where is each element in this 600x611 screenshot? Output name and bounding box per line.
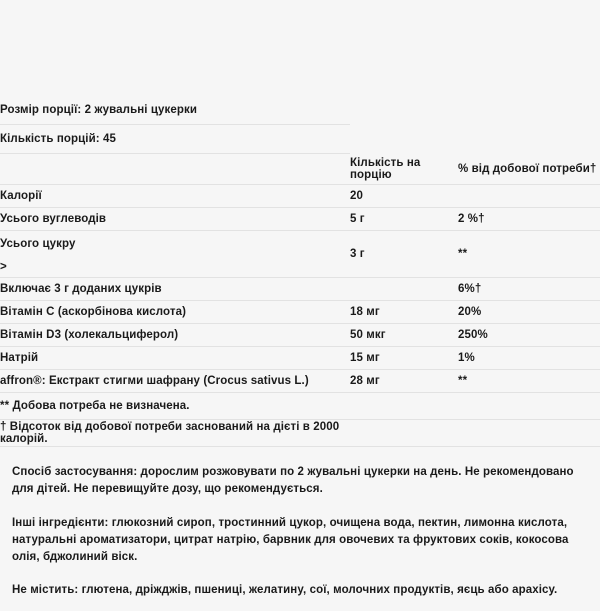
table-row xyxy=(0,208,600,231)
servings-per-container-label: Кількість порцій: 45 xyxy=(0,125,350,154)
footnote-amount-spacer xyxy=(350,393,458,420)
servings-amount-spacer xyxy=(350,125,458,154)
nutrient-name-continuation: > xyxy=(0,261,7,273)
nutrient-amount: 5 г xyxy=(350,208,458,231)
nutrient-daily-value: 250% xyxy=(458,324,600,347)
footnote-dv-spacer xyxy=(458,420,600,447)
allergen-free-text: Не містить: глютена, дріжджів, пшениці, желатину, сої, молочних продуктів, яєць або арахісу. xyxy=(12,584,558,597)
nutrient-name: Вітамін D3 (холекальциферол) xyxy=(0,324,350,347)
directions-text: Спосіб застосування: дорослим розжовувати по 2 жувальні цукерки на день. Не рекомендовано для дітей. Не перевищуйте дозу, що рекомендується. xyxy=(12,466,574,496)
nutrient-daily-value: 20% xyxy=(458,301,600,324)
footnote-dv-spacer xyxy=(458,393,600,420)
nutrient-name: Натрій xyxy=(0,347,350,370)
column-header-daily-value: % від добової потреби† xyxy=(458,154,600,185)
serving-size-label: Розмір порції: 2 жувальні цукерки xyxy=(0,96,350,125)
table-header-row xyxy=(0,154,600,185)
nutrient-daily-value: ** xyxy=(458,231,600,278)
servings-dv-spacer xyxy=(458,125,600,154)
nutrient-amount xyxy=(350,278,458,301)
footnote-not-established: ** Добова потреба не визначена. xyxy=(0,393,350,420)
servings-per-container-row xyxy=(0,125,600,154)
nutrient-name: Усього вуглеводів xyxy=(0,208,350,231)
nutrient-name-cell xyxy=(0,231,350,278)
serving-size-dv-spacer xyxy=(458,96,600,125)
table-row xyxy=(0,278,600,301)
footnote-row-not-established xyxy=(0,393,600,420)
nutrient-amount: 15 мг xyxy=(350,347,458,370)
nutrient-amount: 28 мг xyxy=(350,370,458,393)
nutrient-daily-value xyxy=(458,185,600,208)
nutrient-name: Включає 3 г доданих цукрів xyxy=(0,278,350,301)
column-header-nutrient xyxy=(0,154,350,185)
nutrient-amount: 20 xyxy=(350,185,458,208)
nutrient-name: Вітамін C (аскорбінова кислота) xyxy=(0,301,350,324)
column-header-amount: Кількість на порцію xyxy=(350,154,458,185)
supplement-facts-table xyxy=(0,96,600,447)
footnote-row-daily-value-basis xyxy=(0,420,600,447)
footnote-daily-value-basis: † Відсоток від добової потреби заснований на дієті в 2000 калорій. xyxy=(0,420,350,447)
nutrient-name: Усього цукру xyxy=(0,238,76,250)
nutrient-amount: 18 мг xyxy=(350,301,458,324)
table-row xyxy=(0,347,600,370)
nutrient-name: affron®: Екстракт стигми шафрану (Crocus sativus L.) xyxy=(0,370,350,393)
nutrient-daily-value: 2 %† xyxy=(458,208,600,231)
table-row xyxy=(0,231,600,278)
other-ingredients-text: Інші інгредієнти: глюкозний сироп, тростинний цукор, очищена вода, пектин, лимонна кислота, натуральні ароматизатори, цитрат натрію, барвник для овочевих та фруктових соків, кокосова олія, бджолиний віск. xyxy=(12,516,569,563)
nutrient-daily-value: 6%† xyxy=(458,278,600,301)
table-row xyxy=(0,185,600,208)
nutrient-amount: 3 г xyxy=(350,231,458,278)
nutrient-amount: 50 мкг xyxy=(350,324,458,347)
nutrient-name: Калорії xyxy=(0,185,350,208)
table-row xyxy=(0,301,600,324)
nutrient-daily-value: 1% xyxy=(458,347,600,370)
serving-size-row xyxy=(0,96,600,125)
nutrient-daily-value: ** xyxy=(458,370,600,393)
table-row xyxy=(0,324,600,347)
footnote-amount-spacer xyxy=(350,420,458,447)
serving-size-amount-spacer xyxy=(350,96,458,125)
table-row xyxy=(0,370,600,393)
